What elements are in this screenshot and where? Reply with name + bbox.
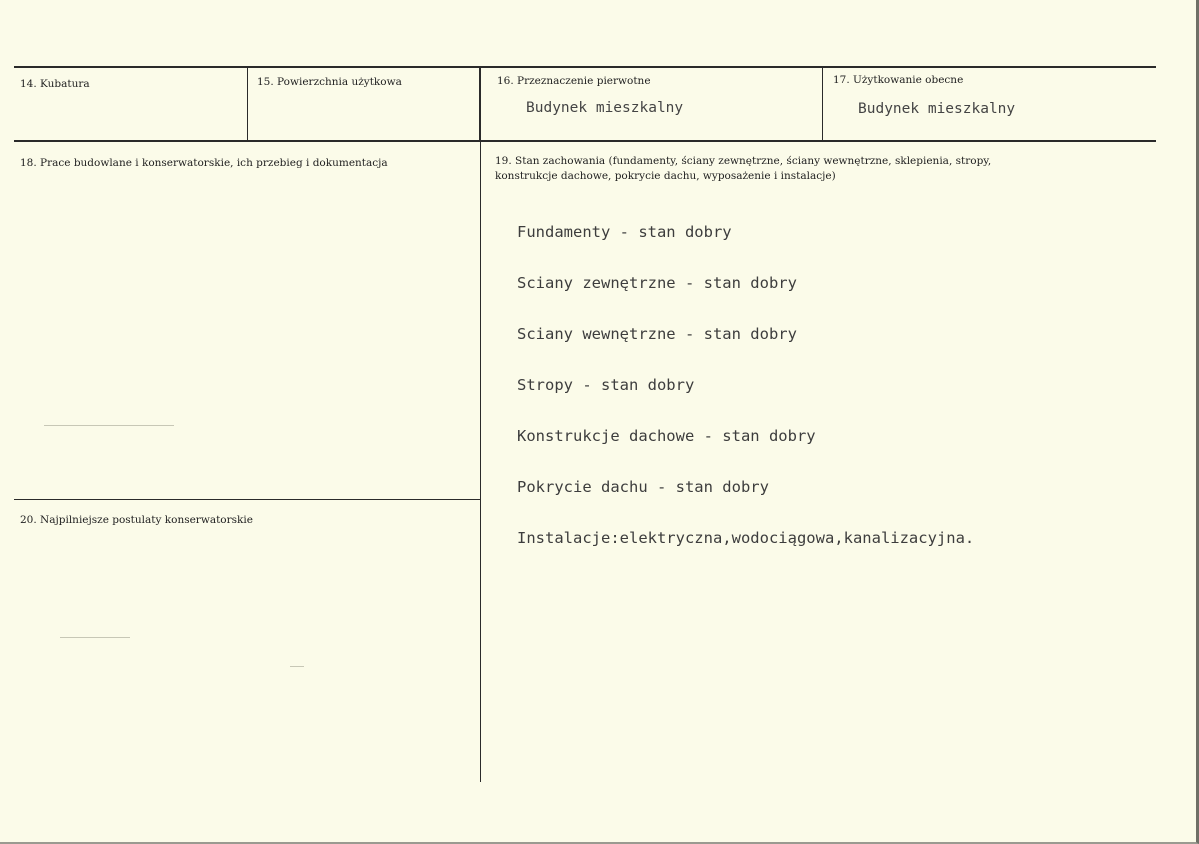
field-18-label: 18. Prace budowlane i konserwatorskie, ich przebieg i dokumentacja: [20, 157, 388, 169]
field-14-label: 14. Kubatura: [20, 78, 90, 90]
condition-entry: Sciany zewnętrzne - stan dobry: [517, 274, 797, 292]
condition-entry: Fundamenty - stan dobry: [517, 223, 732, 241]
paper-speck: [60, 637, 130, 638]
header-bottom-rule: [14, 140, 1156, 142]
condition-entry: Sciany wewnętrzne - stan dobry: [517, 325, 797, 343]
paper-speck: [44, 425, 174, 426]
field-16-label: 16. Przeznaczenie pierwotne: [497, 75, 651, 87]
condition-entry: Stropy - stan dobry: [517, 376, 695, 394]
field-19-entries: [517, 190, 974, 581]
field-16-value: Budynek mieszkalny: [526, 100, 684, 116]
field-17-value: Budynek mieszkalny: [858, 101, 1016, 117]
divider-15-16: [479, 66, 481, 142]
condition-entry: Konstrukcje dachowe - stan dobry: [517, 427, 816, 445]
paper-speck: [290, 666, 304, 667]
field-19-label-line-1: 19. Stan zachowania (fundamenty, ściany zewnętrzne, ściany wewnętrzne, sklepienia, stropy,: [495, 155, 992, 167]
main-column-divider: [480, 142, 481, 782]
field-19-label-line-2: konstrukcje dachowe, pokrycie dachu, wyposażenie i instalacje): [495, 170, 836, 182]
condition-entry: Instalacje:elektryczna,wodociągowa,kanalizacyjna.: [517, 529, 975, 547]
condition-entry: Pokrycie dachu - stan dobry: [517, 478, 769, 496]
field-20-label: 20. Najpilniejsze postulaty konserwatorskie: [20, 514, 253, 526]
field-17-label: 17. Użytkowanie obecne: [833, 74, 964, 86]
top-rule: [14, 66, 1156, 68]
divider-18-20: [14, 499, 480, 500]
divider-16-17: [822, 66, 823, 142]
field-15-label: 15. Powierzchnia użytkowa: [257, 76, 402, 88]
divider-14-15: [247, 66, 248, 142]
